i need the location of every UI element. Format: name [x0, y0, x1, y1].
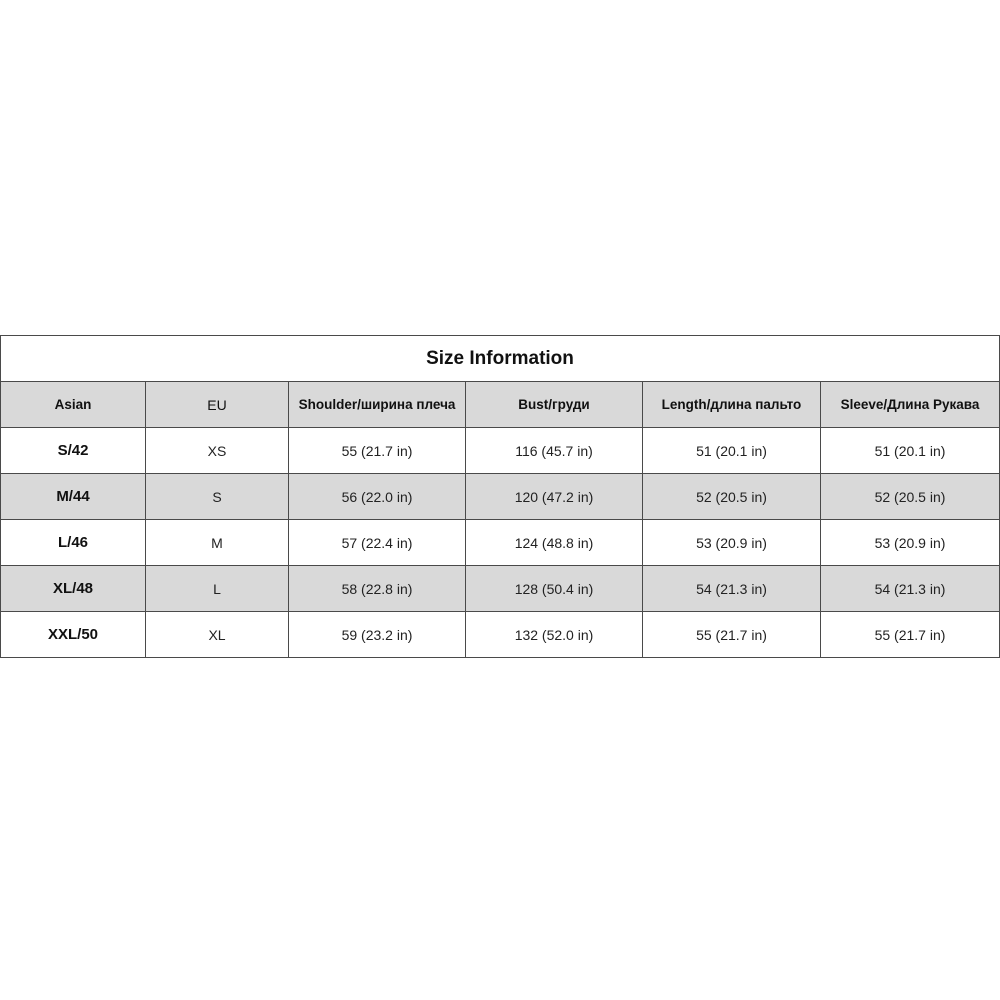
eu-size-cell: M: [146, 520, 289, 566]
sleeve-cell: 53 (20.9 in): [821, 520, 1000, 566]
bust-cell: 124 (48.8 in): [466, 520, 643, 566]
asian-size-cell: L/46: [1, 520, 146, 566]
header-eu: EU: [146, 382, 289, 428]
shoulder-cell: 58 (22.8 in): [289, 566, 466, 612]
table-row: [1, 520, 1000, 566]
header-sleeve: Sleeve/Длина Рукава: [821, 382, 1000, 428]
table-row: [1, 428, 1000, 474]
table-row: [1, 566, 1000, 612]
title-row: [1, 336, 1000, 382]
header-length: Length/длина пальто: [643, 382, 821, 428]
table-row: [1, 612, 1000, 658]
bust-cell: 116 (45.7 in): [466, 428, 643, 474]
length-cell: 55 (21.7 in): [643, 612, 821, 658]
eu-size-cell: L: [146, 566, 289, 612]
sleeve-cell: 51 (20.1 in): [821, 428, 1000, 474]
table-title: Size Information: [1, 336, 1000, 382]
eu-size-cell: XS: [146, 428, 289, 474]
bust-cell: 128 (50.4 in): [466, 566, 643, 612]
header-bust: Bust/груди: [466, 382, 643, 428]
eu-size-cell: XL: [146, 612, 289, 658]
asian-size-cell: XL/48: [1, 566, 146, 612]
size-table: [0, 335, 1000, 658]
sleeve-cell: 54 (21.3 in): [821, 566, 1000, 612]
asian-size-cell: S/42: [1, 428, 146, 474]
shoulder-cell: 55 (21.7 in): [289, 428, 466, 474]
length-cell: 51 (20.1 in): [643, 428, 821, 474]
length-cell: 52 (20.5 in): [643, 474, 821, 520]
asian-size-cell: M/44: [1, 474, 146, 520]
header-asian: Asian: [1, 382, 146, 428]
bust-cell: 132 (52.0 in): [466, 612, 643, 658]
shoulder-cell: 56 (22.0 in): [289, 474, 466, 520]
bust-cell: 120 (47.2 in): [466, 474, 643, 520]
shoulder-cell: 59 (23.2 in): [289, 612, 466, 658]
length-cell: 54 (21.3 in): [643, 566, 821, 612]
table-row: [1, 474, 1000, 520]
eu-size-cell: S: [146, 474, 289, 520]
header-shoulder: Shoulder/ширина плеча: [289, 382, 466, 428]
header-row: [1, 382, 1000, 428]
shoulder-cell: 57 (22.4 in): [289, 520, 466, 566]
asian-size-cell: XXL/50: [1, 612, 146, 658]
sleeve-cell: 52 (20.5 in): [821, 474, 1000, 520]
sleeve-cell: 55 (21.7 in): [821, 612, 1000, 658]
length-cell: 53 (20.9 in): [643, 520, 821, 566]
